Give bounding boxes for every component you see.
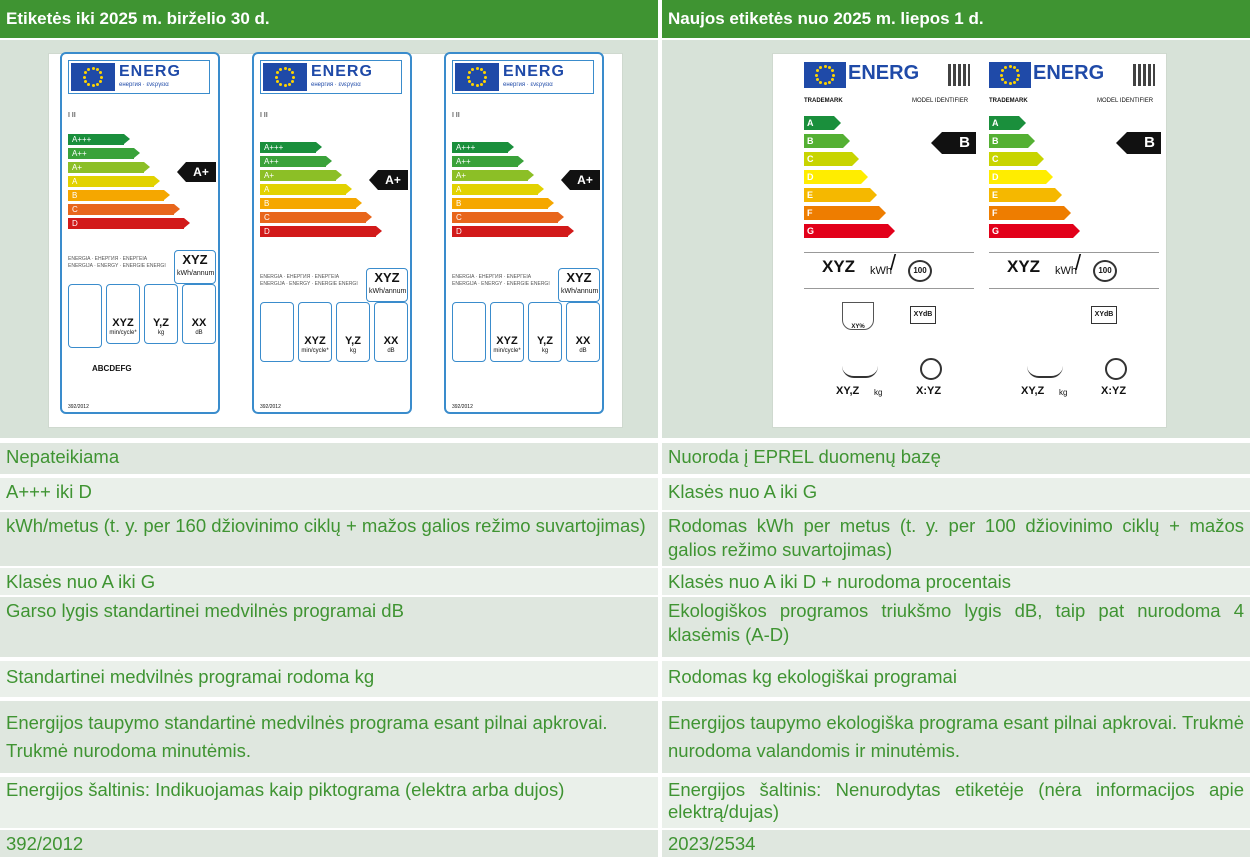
star-icon — [99, 71, 102, 74]
noise — [376, 336, 406, 356]
divider — [989, 288, 1159, 289]
class-bar-A++ — [260, 156, 326, 167]
noise-unit: dB — [195, 330, 203, 336]
class-bar-C — [260, 212, 366, 223]
class-bar-C — [804, 152, 852, 166]
row-5-old: Garso lygis standartinei medvilnės programai dB — [0, 597, 658, 657]
class-bar-F — [804, 206, 879, 220]
column-header-new: Naujos etiketės nuo 2025 m. liepos 1 d. — [662, 0, 1250, 38]
class-indicator: B — [1127, 132, 1161, 154]
class-bar-A+++ — [260, 142, 316, 153]
class-label: A — [264, 185, 270, 194]
class-indicator: A+ — [570, 170, 600, 190]
noise-value: XX — [575, 335, 591, 347]
brand-subtitle: енергия · ενεργεια — [311, 82, 361, 88]
row-4-new: Klasės nuo A iki D + nurodoma procentais — [662, 568, 1250, 595]
class-bar-D — [68, 218, 184, 229]
star-icon — [1009, 82, 1012, 85]
capacity-unit: kg — [349, 348, 357, 354]
cycle-unit: min/cycle* — [109, 330, 137, 336]
class-bar-A+ — [452, 170, 528, 181]
noise — [568, 336, 598, 356]
class-bar-A+++ — [68, 134, 124, 145]
trademark-label: TRADEMARK — [989, 98, 1028, 104]
class-label: A++ — [264, 157, 279, 166]
class-bar-A+++ — [452, 142, 508, 153]
row-7-old: Energijos taupymo standartinė medvilnės programa esant pilnai apkrovai. Trukmė nurodoma minutėmis. — [0, 701, 658, 773]
capacity-unit: kg — [874, 388, 883, 397]
class-bar-B — [68, 190, 164, 201]
class-bar-E — [989, 188, 1055, 202]
class-bar-A++ — [452, 156, 518, 167]
capacity-icon — [1027, 358, 1063, 378]
class-bar-A — [68, 176, 154, 187]
class-bar-A++ — [68, 148, 134, 159]
star-icon — [96, 83, 99, 86]
star-icon — [819, 81, 822, 84]
class-bar-B — [260, 198, 356, 209]
class-label: D — [992, 172, 999, 182]
eu-flag-icon — [455, 63, 499, 91]
class-label: A+ — [72, 163, 83, 172]
class-bar-A — [804, 116, 834, 130]
class-bar-E — [804, 188, 870, 202]
star-icon — [96, 68, 99, 71]
star-icon — [84, 80, 87, 83]
class-bar-A+ — [260, 170, 336, 181]
star-icon — [84, 71, 87, 74]
class-bar-B — [452, 198, 548, 209]
column-header-old: Etiketės iki 2025 m. birželio 30 d. — [0, 0, 658, 38]
row-5-new: Ekologiškos programos triukšmo lygis dB, taip pat nurodoma 4 klasėmis (A-D) — [662, 597, 1250, 657]
star-icon — [288, 83, 291, 86]
cycles-icon: 100 — [908, 260, 932, 282]
brand-subtitle: енергия · ενεργεια — [119, 82, 169, 88]
class-label: A+++ — [456, 143, 476, 152]
divider — [804, 252, 974, 253]
class-bar-G — [989, 224, 1073, 238]
class-label: A — [807, 118, 814, 128]
old-energy-label — [444, 52, 604, 414]
class-label: A++ — [456, 157, 471, 166]
class-label: B — [264, 199, 270, 208]
noise-unit: dB — [387, 348, 395, 354]
star-icon — [483, 71, 486, 74]
eu-flag-icon — [989, 62, 1031, 88]
capacity-value: Y,Z — [537, 335, 553, 347]
energy-source-icon — [68, 284, 102, 348]
class-bar-C — [68, 204, 174, 215]
class-label: A+++ — [264, 143, 284, 152]
capacity — [146, 318, 176, 338]
row-2-old: A+++ iki D — [0, 478, 658, 510]
class-indicator: B — [942, 132, 976, 154]
class-label: E — [807, 190, 814, 200]
star-icon — [92, 84, 95, 87]
row-4-old: Klasės nuo A iki G — [0, 568, 658, 595]
row-8-old: Energijos šaltinis: Indikuojamas kaip piktograma (elektra arba dujos) — [0, 777, 658, 828]
star-icon — [824, 82, 827, 85]
energy-value: XYZ — [566, 270, 592, 285]
class-indicator: A+ — [378, 170, 408, 190]
class-label: B — [456, 199, 462, 208]
supplier-line: I II — [260, 112, 268, 119]
energia-text: ENERGIA · ЕНЕРГИЯ · ΕΝΕΡΓΕΙΑ ENERGIJA · ENERGY · ENERGIE ENERGI — [68, 256, 166, 269]
energy-consumption-box — [174, 250, 216, 284]
capacity-value: Y,Z — [345, 335, 361, 347]
star-icon — [87, 68, 90, 71]
energy-brand: ENERG — [848, 62, 920, 84]
star-icon — [476, 67, 479, 70]
star-icon — [468, 71, 471, 74]
star-icon — [276, 71, 279, 74]
star-icon — [480, 68, 483, 71]
old-energy-label — [252, 52, 412, 414]
regulation-number: 392/2012 — [260, 404, 281, 410]
energia-text: ENERGIA · ЕНЕРГИЯ · ΕΝΕΡΓΕΙΑ ENERGIJA · ENERGY · ENERGIE ENERGI — [452, 274, 550, 287]
trademark-label: TRADEMARK — [804, 98, 843, 104]
row-6-new: Rodomas kg ekologiškai programai — [662, 661, 1250, 697]
star-icon — [819, 66, 822, 69]
star-icon — [288, 68, 291, 71]
class-label: A — [456, 185, 462, 194]
cycle-value: XYZ — [112, 317, 134, 329]
row-9-new: 2023/2534 — [662, 830, 1250, 857]
class-label: B — [72, 191, 78, 200]
star-icon — [83, 76, 86, 79]
row-8-new: Energijos šaltinis: Nenurodytas etiketėje (nėra informacijos apie elektrą/dujas) — [662, 777, 1250, 828]
class-label: B — [807, 136, 814, 146]
star-icon — [279, 83, 282, 86]
class-label: D — [264, 227, 270, 236]
energia-text: ENERGIA · ЕНЕРГИЯ · ΕΝΕΡΓΕΙΑ ENERGIJA · ENERGY · ENERGIE ENERGI — [260, 274, 358, 287]
energy-brand: ENERG — [1033, 62, 1105, 84]
star-icon — [1016, 69, 1019, 72]
class-bar-C — [452, 212, 558, 223]
class-bar-D — [989, 170, 1046, 184]
new-energy-label — [802, 52, 977, 397]
class-label: D — [807, 172, 814, 182]
energy-value: XYZ — [182, 252, 208, 267]
star-icon — [1004, 81, 1007, 84]
energy-unit: kWh/annum — [177, 270, 215, 277]
star-icon — [467, 76, 470, 79]
class-bar-A — [452, 184, 538, 195]
class-bar-C — [989, 152, 1037, 166]
noise-icon: XYdB — [1091, 306, 1117, 324]
star-icon — [279, 68, 282, 71]
star-icon — [87, 83, 90, 86]
clock-icon — [920, 358, 942, 380]
star-icon — [291, 80, 294, 83]
star-icon — [284, 84, 287, 87]
class-bar-B — [804, 134, 843, 148]
noise-unit: dB — [579, 348, 587, 354]
star-icon — [815, 74, 818, 77]
energy-value: XYZ — [822, 257, 856, 276]
class-bar-F — [989, 206, 1064, 220]
star-icon — [275, 76, 278, 79]
class-label: D — [456, 227, 462, 236]
eu-flag-icon — [71, 63, 115, 91]
star-icon — [1016, 78, 1019, 81]
row-7-new: Energijos taupymo ekologiška programa esant pilnai apkrovai. Trukmė nurodoma valandomis ir minutėmis. — [662, 701, 1250, 773]
class-bar-A — [989, 116, 1019, 130]
new-labels-image — [662, 40, 1250, 438]
star-icon — [831, 78, 834, 81]
star-icon — [276, 80, 279, 83]
condensation-icon: XY% — [842, 302, 874, 330]
star-icon — [476, 84, 479, 87]
star-icon — [1009, 65, 1012, 68]
class-bar-D — [452, 226, 568, 237]
star-icon — [471, 83, 474, 86]
row-9-old: 392/2012 — [0, 830, 658, 857]
energy-brand: ENERG — [503, 63, 565, 80]
divider — [989, 252, 1159, 253]
regulation-number: 392/2012 — [452, 404, 473, 410]
class-indicator: A+ — [186, 162, 216, 182]
capacity-icon — [842, 358, 878, 378]
model-label: MODEL IDENTIFIER — [1097, 98, 1154, 104]
cycle-time — [108, 318, 138, 338]
star-icon — [832, 74, 835, 77]
noise-icon: XYdB — [910, 306, 936, 324]
star-icon — [483, 80, 486, 83]
class-label: G — [992, 226, 1000, 236]
energy-brand: ENERG — [119, 63, 181, 80]
star-icon — [1000, 74, 1003, 77]
class-label: A++ — [72, 149, 87, 158]
star-icon — [480, 83, 483, 86]
cycle-time — [300, 336, 330, 356]
class-bar-A — [260, 184, 346, 195]
star-icon — [1001, 69, 1004, 72]
class-bar-D — [804, 170, 861, 184]
class-bar-G — [804, 224, 888, 238]
class-label: C — [72, 205, 78, 214]
class-label: A+ — [264, 171, 275, 180]
energy-source-icon — [452, 302, 486, 362]
label-header — [452, 60, 594, 94]
star-icon — [828, 81, 831, 84]
class-label: G — [807, 226, 815, 236]
star-icon — [831, 69, 834, 72]
star-icon — [471, 68, 474, 71]
class-label: B — [992, 136, 999, 146]
class-label: F — [992, 208, 998, 218]
energy-brand: ENERG — [311, 63, 373, 80]
star-icon — [100, 76, 103, 79]
noise-value: XX — [383, 335, 399, 347]
star-icon — [824, 65, 827, 68]
energy-source-icon — [260, 302, 294, 362]
star-icon — [816, 69, 819, 72]
slash-icon: / — [890, 250, 897, 275]
class-bar-A+ — [68, 162, 144, 173]
slash-icon: / — [1075, 250, 1082, 275]
row-3-new: Rodomas kWh per metus (t. y. per 100 džiovinimo ciklų + mažos galios režimo suvartojimas) — [662, 512, 1250, 566]
energy-unit: kWh — [1055, 265, 1077, 277]
class-label: C — [264, 213, 270, 222]
cycle-unit: min/cycle* — [493, 348, 521, 354]
cycle-unit: min/cycle* — [301, 348, 329, 354]
duration-value: X:YZ — [916, 385, 942, 397]
star-icon — [291, 71, 294, 74]
energy-consumption-box — [366, 268, 408, 302]
energy-value: XYZ — [374, 270, 400, 285]
eu-flag-icon — [263, 63, 307, 91]
row-1-new: Nuoroda į EPREL duomenų bazę — [662, 443, 1250, 474]
model-label: MODEL IDENTIFIER — [912, 98, 969, 104]
class-label: A+++ — [72, 135, 92, 144]
star-icon — [1004, 66, 1007, 69]
old-labels-image — [0, 40, 658, 438]
new-energy-label — [987, 52, 1162, 397]
star-icon — [1013, 81, 1016, 84]
capacity-unit: kg — [157, 330, 165, 336]
condensation-scale: ABCDEFG — [92, 364, 132, 373]
noise — [184, 318, 214, 338]
cycles-icon: 100 — [1093, 260, 1117, 282]
regulation-number: 392/2012 — [68, 404, 89, 410]
capacity-value: XY,Z — [836, 385, 860, 397]
supplier-line: I II — [452, 112, 460, 119]
cycle-time — [492, 336, 522, 356]
energy-unit: kWh/annum — [561, 288, 599, 295]
old-energy-label — [60, 52, 220, 414]
divider — [804, 288, 974, 289]
star-icon — [284, 67, 287, 70]
class-label: E — [992, 190, 999, 200]
class-label: C — [456, 213, 462, 222]
star-icon — [484, 76, 487, 79]
capacity — [530, 336, 560, 356]
energy-unit: kWh — [870, 265, 892, 277]
class-label: C — [992, 154, 999, 164]
star-icon — [92, 67, 95, 70]
class-label: A — [992, 118, 999, 128]
energy-consumption-box — [558, 268, 600, 302]
capacity-value: Y,Z — [153, 317, 169, 329]
cycle-value: XYZ — [304, 335, 326, 347]
eu-flag-icon — [804, 62, 846, 88]
capacity — [338, 336, 368, 356]
row-2-new: Klasės nuo A iki G — [662, 478, 1250, 510]
class-label: A+ — [456, 171, 467, 180]
star-icon — [1017, 74, 1020, 77]
capacity-unit: kg — [1059, 388, 1068, 397]
star-icon — [99, 80, 102, 83]
class-label: F — [807, 208, 813, 218]
row-3-old: kWh/metus (t. y. per 160 džiovinimo ciklų + mažos galios režimo suvartojimas) — [0, 512, 658, 566]
energy-value: XYZ — [1007, 257, 1041, 276]
capacity-value: XY,Z — [1021, 385, 1045, 397]
row-1-old: Nepateikiama — [0, 443, 658, 474]
clock-icon — [1105, 358, 1127, 380]
class-bar-D — [260, 226, 376, 237]
class-label: C — [807, 154, 814, 164]
label-header — [68, 60, 210, 94]
supplier-line: I II — [68, 112, 76, 119]
class-bar-B — [989, 134, 1028, 148]
class-label: A — [72, 177, 78, 186]
class-label: D — [72, 219, 78, 228]
qr-code-icon — [1133, 64, 1155, 86]
label-header — [260, 60, 402, 94]
noise-value: XX — [191, 317, 207, 329]
duration-value: X:YZ — [1101, 385, 1127, 397]
star-icon — [292, 76, 295, 79]
capacity-unit: kg — [541, 348, 549, 354]
brand-subtitle: енергия · ενεργεια — [503, 82, 553, 88]
energy-unit: kWh/annum — [369, 288, 407, 295]
cycle-value: XYZ — [496, 335, 518, 347]
qr-code-icon — [948, 64, 970, 86]
row-6-old: Standartinei medvilnės programai rodoma kg — [0, 661, 658, 697]
star-icon — [468, 80, 471, 83]
